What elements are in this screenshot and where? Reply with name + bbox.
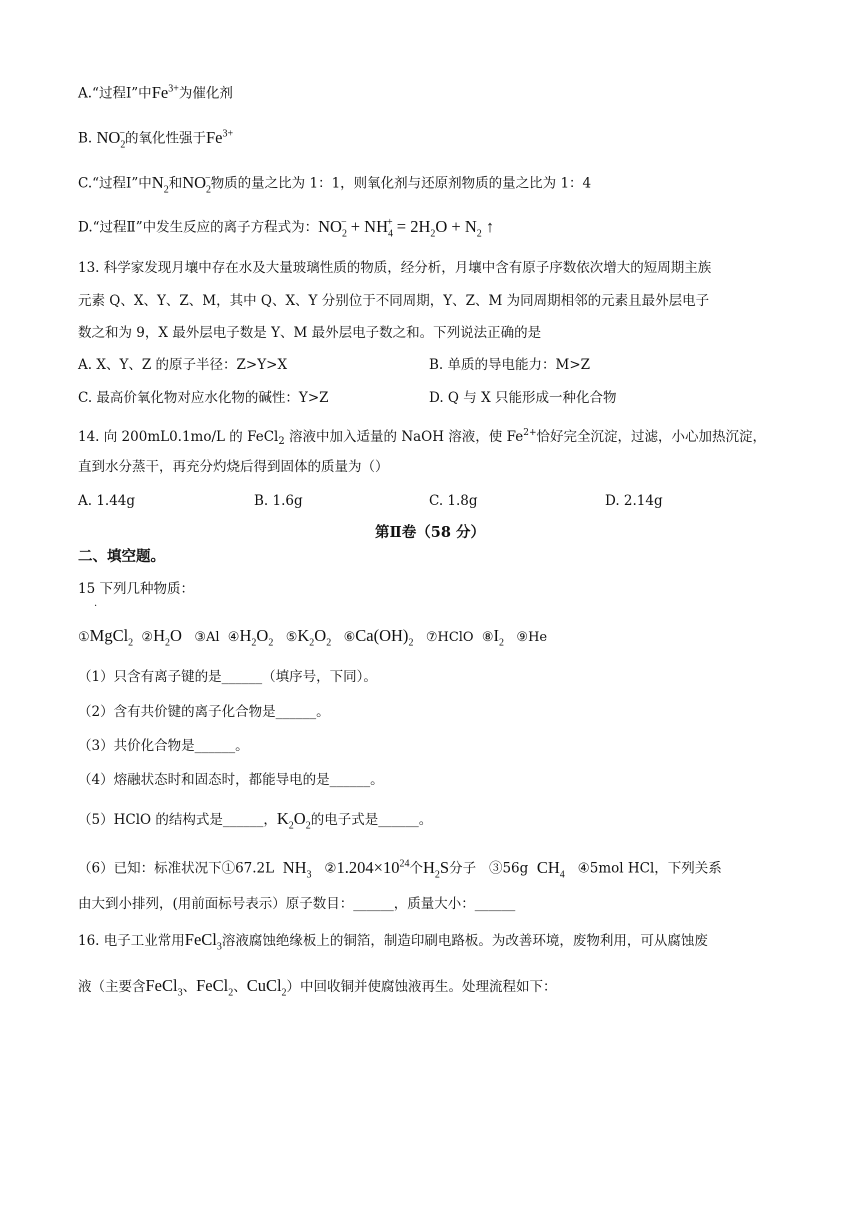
q15-intro: 15 下列几种物质：: [78, 581, 194, 597]
q12-option-a: A.“过程Ⅰ”中$Fe^{3+}$为催化剂: [78, 82, 233, 102]
q13-option-a: A. X、Y、Z 的原子半径：Z>Y>X: [78, 357, 288, 373]
q13-stem-line3: 数之和为 9，X 最外层电子数是 Y、M 最外层电子数之和。下列说法正确的是: [78, 325, 542, 341]
q15-sub6-line1: （6）已知：标准状况下①67.2L $NH_3$ $②1.204\times 10^{24}$个$H_2S$分子 ③56g $CH_4$ ④5mol HCl，下列关系: [78, 857, 722, 880]
stray-dot: .: [94, 598, 98, 609]
q16-stem-line1: 16. 电子工业常用FeCl$_3$溶液腐蚀绝缘板上的铜箔，制造印刷电路板。为改善环境，废物利用，可从腐蚀废: [78, 930, 708, 953]
q14-stem-line1: 14. 向 200mL0.1mo/L 的 FeCl$_2$ 溶液中加入适量的 NaOH 溶液，使 $Fe^{2+}$恰好完全沉淀，过滤，小心加热沉淀，: [78, 428, 766, 447]
part2-title: 第Ⅱ卷（58 分）: [375, 524, 485, 541]
q13-stem-line1: 13. 科学家发现月壤中存在水及大量玻璃性质的物质，经分析，月壤中含有原子序数依次增大的短周期主族: [78, 260, 712, 276]
q16-stem-line2: 液（主要含FeCl$_3$、FeCl$_2$、CuCl$_2$）中回收铜并使腐蚀液再生。处理流程如下：: [78, 976, 557, 999]
q13-option-c: C. 最高价氧化物对应水化物的碱性：Y>Z: [78, 390, 329, 406]
q15-sub6-line2: 由大到小排列，(用前面标号表示）原子数目：______，质量大小：______: [78, 896, 516, 912]
q15-sub3: （3）共价化合物是______。: [78, 738, 249, 754]
q13-option-b: B. 单质的导电能力：M>Z: [429, 357, 591, 373]
q15-sub2: （2）含有共价键的离子化合物是______。: [78, 704, 330, 720]
q15-sub4: （4）熔融状态时和固态时，都能导电的是______。: [78, 772, 384, 788]
q15-sub1: （1）只含有离子键的是______（填序号，下同）。: [78, 669, 377, 685]
q12-option-c: C.“过程Ⅰ”中$N_2$和$NO_2^-$物质的量之比为 1：1，则氧化剂与还原剂物质的量之比为 1：4: [78, 172, 592, 195]
q12-option-b: B. $NO_2^-$的氧化性强于$Fe^{3+}$: [78, 127, 234, 150]
q13-stem-line2: 元素 Q、X、Y、Z、M，其中 Q、X、Y 分别位于不同周期，Y、Z、M 为同周期相邻的元素且最外层电子: [78, 293, 710, 309]
q14-option-c: C. 1.8g: [429, 493, 478, 509]
section-title: 二、填空题。: [78, 548, 165, 565]
q14-option-d: D. 2.14g: [605, 493, 663, 509]
q15-substance-list: ①MgCl$_2$ $②H_2O$ ③Al $④H_2O_2$ $⑤K_2O_2$ $⑥Ca(OH)_2$ ⑦HClO $⑧I_2$ ⑨He: [78, 626, 548, 649]
q15-sub5: （5）HClO 的结构式是______，$K_2O_2$的电子式是______。: [78, 809, 433, 832]
q13-option-d: D. Q 与 X 只能形成一种化合物: [429, 390, 617, 406]
q14-stem-line2: 直到水分蒸干，再充分灼烧后得到固体的质量为（）: [78, 459, 389, 475]
q14-option-a: A. 1.44g: [78, 493, 136, 509]
q12-option-d: D.“过程Ⅱ”中发生反应的离子方程式为：$NO_2^- + NH_4^+ = 2H_2O + N_2$ ↑: [78, 216, 495, 239]
q14-option-b: B. 1.6g: [254, 493, 303, 509]
